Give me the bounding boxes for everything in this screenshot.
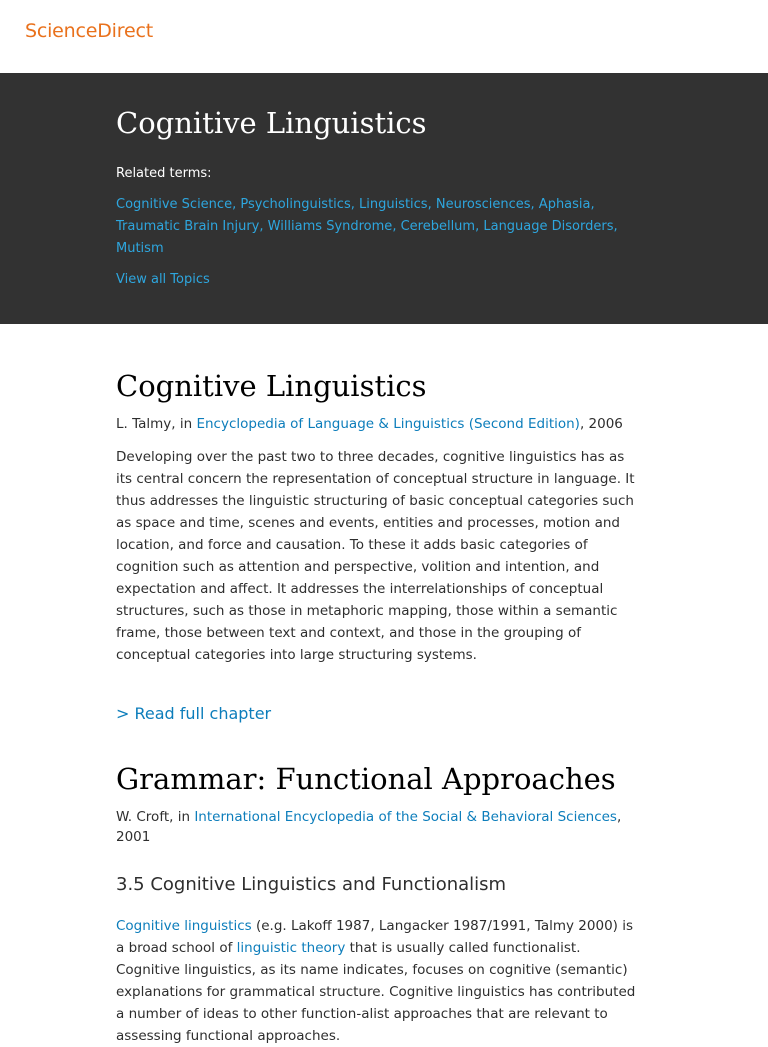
source-link[interactable]: Encyclopedia of Language & Linguistics (Second Edition)	[196, 416, 580, 432]
related-term-link[interactable]: Cognitive Science	[116, 197, 233, 212]
body-text: that is usually called functionalist. Cognitive linguistics, as its name indicates, focuses on cognitive (semantic) explanations for grammatical structure. Cognitive linguistics has contributed a number of ideas to other function-alist approaches that are relevant to assessing functional approaches.	[116, 939, 636, 1044]
article-byline	[116, 414, 644, 434]
article-excerpt	[116, 759, 644, 1047]
main-content	[0, 366, 644, 1047]
year: , 2006	[579, 416, 623, 432]
article-title: Grammar: Functional Approaches	[116, 761, 616, 796]
related-term-link[interactable]: Language Disorders	[483, 219, 614, 234]
top-bar	[0, 0, 768, 73]
related-term-link[interactable]: Cerebellum	[400, 219, 476, 234]
related-term-link[interactable]: Mutism	[116, 241, 164, 256]
cognitive-linguistics-link[interactable]: Cognitive linguistics	[116, 917, 252, 934]
source-link[interactable]: International Encyclopedia of the Social & Behavioral Sciences	[194, 808, 617, 825]
article-body: Developing over the past two to three decades, cognitive linguistics has as its central concern the representation of conceptual structure in language. It thus addresses the linguistic structuring of basic conceptual categories such as space and time, scenes and events, entities and processes, motion and location, and force and causation. To these it adds basic categories of cognition such as attention and perspective, volition and intention, and expectation and affect. It addresses the interrelationships of conceptual structures, such as those in metaphoric mapping, those within a semantic frame, those between text and context, and those in the grouping of conceptual categories into large structuring systems.	[116, 449, 635, 663]
related-term-link[interactable]: Traumatic Brain Injury	[116, 219, 260, 234]
related-terms-list: Cognitive Science, Psycholinguistics, Linguistics, Neurosciences, Aphasia, Traumatic Brain Injury, Williams Syndrome, Cerebellum, Language Disorders, Mutism	[116, 197, 618, 256]
sciencedirect-logo[interactable]: ScienceDirect	[25, 20, 153, 42]
section-subheading: 3.5 Cognitive Linguistics and Functionalism	[116, 873, 507, 895]
linguistic-theory-link[interactable]: linguistic theory	[236, 939, 346, 956]
article-excerpt	[116, 366, 644, 723]
topic-hero	[0, 73, 768, 324]
year: , 2001	[116, 808, 622, 845]
article-title: Cognitive Linguistics	[116, 369, 427, 403]
related-term-link[interactable]: Neurosciences	[435, 197, 531, 212]
author: L. Talmy, in	[116, 416, 197, 432]
related-term-link[interactable]: Linguistics	[358, 197, 428, 212]
related-term-link[interactable]: Psycholinguistics	[240, 197, 351, 212]
article-body	[116, 915, 644, 1047]
author: W. Croft, in	[116, 808, 195, 825]
related-term-link[interactable]: Aphasia	[538, 197, 591, 212]
read-full-chapter-link[interactable]: > Read full chapter	[116, 703, 272, 723]
page-title: Cognitive Linguistics	[116, 106, 427, 140]
view-all-topics-link[interactable]: View all Topics	[116, 272, 210, 287]
article-byline	[116, 807, 644, 847]
body-text: (e.g. Lakoff 1987, Langacker 1987/1991, Talmy 2000) is a broad school of	[116, 917, 634, 956]
related-terms-label: Related terms:	[116, 166, 212, 181]
related-term-link[interactable]: Williams Syndrome	[267, 219, 393, 234]
